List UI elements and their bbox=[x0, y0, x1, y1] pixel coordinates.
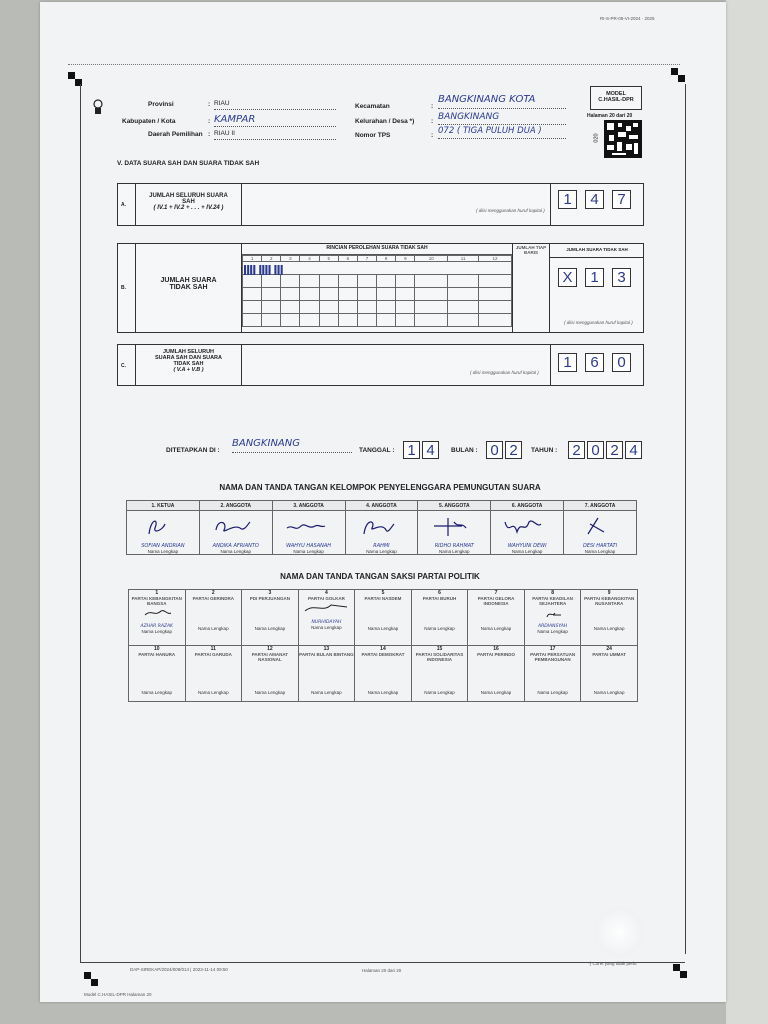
kecamatan-value: BANGKINANG KOTA bbox=[438, 94, 566, 109]
saksi-cell[interactable]: 11 PARTAI GARUDA Nama Lengkap bbox=[185, 646, 242, 702]
provinsi-label: Provinsi bbox=[148, 101, 174, 108]
signature-icon bbox=[346, 514, 406, 538]
bulan-digit[interactable]: 2 bbox=[505, 441, 522, 459]
kecamatan-label: Kecamatan bbox=[355, 103, 390, 110]
rincian-header: RINCIAN PEROLEHAN SUARA TIDAK SAH bbox=[242, 244, 512, 255]
row-a-digit[interactable]: 1 bbox=[558, 190, 577, 209]
saksi-party: PARTAI NASDEM bbox=[364, 596, 402, 601]
saksi-party: PARTAI SOLIDARITAS INDONESIA bbox=[415, 652, 464, 662]
signature-icon bbox=[491, 514, 551, 538]
kecamatan-field[interactable] bbox=[438, 94, 566, 109]
row-a-letter: A. bbox=[121, 202, 126, 208]
saksi-cell[interactable]: 12 PARTAI AMANAT NASIONAL Nama Lengkap bbox=[242, 646, 299, 702]
saksi-party: PARTAI DEMOKRAT bbox=[361, 652, 405, 657]
registration-mark bbox=[680, 971, 687, 978]
kpps-signature-cell[interactable] bbox=[418, 511, 491, 555]
kpps-signature-cell[interactable] bbox=[345, 511, 418, 555]
saksi-party: PARTAI AMANAT NASIONAL bbox=[251, 652, 289, 662]
registration-mark bbox=[673, 964, 680, 971]
saksi-cell[interactable]: 7 PARTAI GELORA INDONESIA Nama Lengkap bbox=[468, 590, 525, 646]
dapil-label: Daerah Pemilihan bbox=[148, 131, 203, 138]
kpps-table bbox=[126, 500, 637, 555]
kpps-signature-cell[interactable] bbox=[272, 511, 345, 555]
kpps-member-name: RIDHO RAHMAT bbox=[434, 543, 474, 549]
signature-icon bbox=[127, 514, 187, 538]
registration-mark bbox=[91, 979, 98, 986]
row-a-digit[interactable]: 4 bbox=[585, 190, 604, 209]
tanggal-label: TANGGAL : bbox=[359, 447, 395, 454]
qr-code-icon bbox=[604, 120, 642, 158]
footer-bottom: Model C.HASIL-DPR Halaman 20 bbox=[84, 992, 152, 997]
saksi-party: PARTAI BULAN BINTANG bbox=[299, 652, 354, 657]
kpps-name-caption: Nama Lengkap bbox=[147, 549, 179, 554]
row-a-label: JUMLAH SELURUH SUARA SAH bbox=[149, 193, 228, 205]
tps-label: Nomor TPS bbox=[355, 132, 391, 139]
tahun-digit[interactable]: 0 bbox=[587, 441, 604, 459]
kpps-member-name: WAHYU HASANAH bbox=[286, 543, 332, 549]
saksi-cell[interactable]: 10 PARTAI HANURA Nama Lengkap bbox=[129, 646, 186, 702]
tahun-digit[interactable]: 4 bbox=[625, 441, 642, 459]
kpps-member-name: ANDIKA AFRIANTO bbox=[212, 543, 259, 549]
saksi-title: NAMA DAN TANDA TANGAN SAKSI PARTAI POLITIK bbox=[280, 572, 480, 581]
saksi-name: NURHIDAYAH bbox=[311, 620, 342, 625]
signature-icon bbox=[200, 514, 260, 538]
saksi-name: AZHAR RAZAK bbox=[140, 624, 174, 629]
saksi-table bbox=[128, 589, 638, 702]
saksi-party: PARTAI PERINDO bbox=[477, 652, 515, 657]
tanggal-digit[interactable]: 1 bbox=[403, 441, 420, 459]
section-title: V. DATA SUARA SAH DAN SUARA TIDAK SAH bbox=[117, 160, 260, 167]
kpps-signature-cell[interactable] bbox=[199, 511, 272, 555]
form-sheet: RI-S-PR-05-VI-2024 · 2025 Provinsi : RIAU Kabupaten / Kota : KAMPAR Daerah Pemilihan : RIAU II Kecamatan : BANGKINANG KOTA Kelurahan / Desa *) : BANGKINANG Nomor TPS : 072 ( TIGA PULUH DUA ) MODEL C.HASIL-DPR Halaman 20 dari 20 020 V. DATA SUARA SAH DAN SUARA TIDAK SAH A. JUMLAH SELURUH SUARA SAH ( IV.1 + IV.2 + . . . + IV.24 ) ( diisi menggunakan huruf kapital ) 1 4 7 B. JUMLAH SUARA TIDAK SAH RINCIAN PEROLEHAN SUARA TIDAK SAH 1 2 3 4 5 6 7 8 9 10 11 12 ǀǀǀǀ ǀǀǀǀ ǀǀǀ JUMLAH TIAP BARIS JUMLAH SUARA TIDAK SAH X 1 3 ( diisi menggunakan huruf kapital ) C. JUMLAH SELURUH SUARA SAH DAN SUARA TIDAK SAH ( V.A + V.B ) ( diisi menggunakan huruf kapital ) 1 6 0 DITETAPKAN DI : BANGKINANG TANGGAL : 1 4 BULAN : 0 2 TAHUN : 2 0 2 4 NAMA DAN TANDA TANGAN KELOMPOK PENYELENGGARA PEMUNGUTAN SUARA 1. KETUA 2. ANGGOTA 3. ANGGOTA 4. ANGGOTA 5. ANGGOTA 6. ANGGOTA 7. ANGGOTA SOFIAN ANDRIAN Nama Lengkap ANDIKA AFRIANTO Nama Lengkap WAHYU HASANAH Nama Lengkap RAHMI Nama Lengkap RIDHO RAHMAT Nama Lengkap WAHYUNI DEWI Nama Lengkap DESI HARTATI Nama Lengkap NAMA DAN TANDA TANGAN SAKSI PARTAI POLITIK 1 PARTAI KEBANGKITAN BANGSA AZHAR RAZAK Nama Lengkap 2 PARTAI GERINDRA Nama Lengkap 3 PDI PERJUANGAN Nama Lengkap 4 PARTAI GOLKAR NURHIDAYAH Nama Lengkap 5 PARTAI NASDEM Nama Lengkap 6 PARTAI BURUH Nama Lengkap 7 PARTAI GELORA INDONESIA Nama Lengkap 8 PARTAI KEADILAN SEJAHTERA ARDIANSYAH Nama Lengkap 9 PARTAI KEBANGKITAN NUSANTARA Nama Lengkap 10 PARTAI HANURA Nama Lengkap 11 PARTAI GARUDA Nama Lengkap 12 PARTAI AMANAT NASIONAL Nama Lengkap 13 PARTAI BULAN BINTANG Nama Lengkap 14 PARTAI DEMOKRAT Nama Lengkap 15 PARTAI SOLIDARITAS INDONESIA Nama Lengkap 16 PARTAI PERINDO Nama Lengkap 17 PARTAI PERSATUAN PEMBANGUNAN Nama Lengkap 24 PARTAI UMMAT Nama Lengkap DAP-SIREKAP/2024/008/014 | 2023-11-14 09:50 Halaman 20 dari 20 *) Coret yang tidak perlu Model C.HASIL-DPR Halaman 20 bbox=[40, 2, 726, 1002]
ditetapkan-field[interactable] bbox=[232, 438, 352, 453]
signature-icon bbox=[418, 514, 478, 538]
saksi-party: PARTAI PERSATUAN PEMBANGUNAN bbox=[530, 652, 576, 662]
row-c-formula: ( V.A + V.B ) bbox=[173, 367, 204, 373]
model-box bbox=[590, 86, 642, 110]
registration-mark bbox=[678, 75, 685, 82]
ditetapkan-place: BANGKINANG bbox=[232, 438, 352, 453]
provinsi-value: RIAU bbox=[214, 100, 336, 110]
saksi-cell[interactable]: 1 PARTAI KEBANGKITAN BANGSA AZHAR RAZAK Nama Lengkap bbox=[129, 590, 186, 646]
kabupaten-label: Kabupaten / Kota bbox=[122, 118, 176, 125]
qr-number: 020 bbox=[593, 133, 600, 143]
saksi-cell[interactable]: 16 PARTAI PERINDO Nama Lengkap bbox=[468, 646, 525, 702]
kelurahan-value: BANGKINANG bbox=[438, 112, 566, 125]
registration-mark bbox=[671, 68, 678, 75]
kpps-role: 4. ANGGOTA bbox=[345, 501, 418, 511]
right-frame-line bbox=[685, 84, 686, 954]
signature-icon bbox=[301, 601, 351, 615]
saksi-party: PDI PERJUANGAN bbox=[249, 596, 290, 601]
saksi-name: ARDIANSYAH bbox=[538, 624, 568, 629]
kpps-name-caption: Nama Lengkap bbox=[511, 549, 543, 554]
kpps-signature-cell[interactable] bbox=[491, 511, 564, 555]
tahun-digit[interactable]: 2 bbox=[606, 441, 623, 459]
kabupaten-field[interactable] bbox=[214, 114, 336, 127]
saksi-cell[interactable]: 5 PARTAI NASDEM Nama Lengkap bbox=[355, 590, 412, 646]
saksi-cell[interactable]: 24 PARTAI UMMAT Nama Lengkap bbox=[581, 646, 638, 702]
saksi-party: PARTAI GERINDRA bbox=[192, 596, 234, 601]
kabupaten-value: KAMPAR bbox=[214, 114, 336, 127]
saksi-cell[interactable]: 2 PARTAI GERINDRA Nama Lengkap bbox=[185, 590, 242, 646]
saksi-party: PARTAI UMMAT bbox=[592, 652, 627, 657]
saksi-party: PARTAI KEBANGKITAN NUSANTARA bbox=[584, 596, 635, 606]
saksi-party: PARTAI KEBANGKITAN BANGSA bbox=[131, 596, 182, 606]
dapil-field[interactable] bbox=[214, 130, 336, 140]
saksi-cell[interactable]: 4 PARTAI GOLKAR NURHIDAYAH Nama Lengkap bbox=[298, 590, 355, 646]
registration-mark bbox=[68, 72, 75, 79]
tahun-label: TAHUN : bbox=[531, 447, 558, 454]
kpps-member-name: RAHMI bbox=[373, 543, 390, 549]
tps-field[interactable] bbox=[438, 126, 566, 139]
row-c-digit[interactable]: 0 bbox=[612, 353, 631, 372]
top-dotted-line bbox=[68, 64, 680, 65]
top-right-code: RI-S-PR-05-VI-2024 · 2025 bbox=[600, 16, 655, 21]
tahun-digit[interactable]: 2 bbox=[568, 441, 585, 459]
saksi-cell[interactable]: 15 PARTAI SOLIDARITAS INDONESIA Nama Lengkap bbox=[411, 646, 468, 702]
kpps-member-name: SOFIAN ANDRIAN bbox=[141, 543, 185, 549]
ditetapkan-label: DITETAPKAN DI : bbox=[166, 447, 220, 454]
saksi-cell[interactable]: 17 PARTAI PERSATUAN PEMBANGUNAN Nama Lengkap bbox=[524, 646, 581, 702]
row-c-note: ( diisi menggunakan huruf kapital ) bbox=[470, 370, 539, 375]
saksi-cell[interactable]: 6 PARTAI BURUH Nama Lengkap bbox=[411, 590, 468, 646]
kpps-role: 2. ANGGOTA bbox=[199, 501, 272, 511]
kpps-name-caption: Nama Lengkap bbox=[439, 549, 470, 554]
kpps-signature-cell[interactable] bbox=[564, 511, 637, 555]
signature-icon bbox=[273, 514, 333, 538]
kpps-name-caption: Nama Lengkap bbox=[220, 549, 252, 554]
row-c-digit[interactable]: 6 bbox=[585, 353, 604, 372]
row-b-digit[interactable]: 3 bbox=[612, 268, 631, 287]
row-b-label: JUMLAH SUARA TIDAK SAH bbox=[160, 277, 217, 291]
saksi-party: PARTAI BURUH bbox=[422, 596, 457, 601]
tanggal-digit[interactable]: 4 bbox=[422, 441, 439, 459]
jumlah-tidak-sah-header: JUMLAH SUARA TIDAK SAH bbox=[550, 244, 644, 258]
signature-icon bbox=[533, 609, 573, 619]
tally-grid: 1 2 3 4 5 6 7 8 9 10 11 12 bbox=[242, 255, 512, 327]
saksi-cell[interactable]: 13 PARTAI BULAN BINTANG Nama Lengkap bbox=[298, 646, 355, 702]
row-b-letter: B. bbox=[121, 285, 126, 291]
row-b-note: ( diisi menggunakan huruf kapital ) bbox=[564, 320, 633, 325]
row-b-digit[interactable]: X bbox=[558, 268, 577, 287]
footer-right-note: *) Coret yang tidak perlu bbox=[588, 961, 637, 966]
row-a-digit[interactable]: 7 bbox=[612, 190, 631, 209]
row-a-note: ( diisi menggunakan huruf kapital ) bbox=[476, 208, 545, 213]
kpps-role: 1. KETUA bbox=[127, 501, 200, 511]
saksi-party: PARTAI KEADILAN SEJAHTERA bbox=[532, 596, 573, 606]
bulan-label: BULAN : bbox=[451, 447, 478, 454]
paper-stain bbox=[594, 907, 644, 957]
kpps-name-caption: Nama Lengkap bbox=[366, 549, 397, 554]
kpps-role: 3. ANGGOTA bbox=[272, 501, 345, 511]
saksi-party: PARTAI GELORA INDONESIA bbox=[477, 596, 515, 606]
dapil-value: RIAU II bbox=[214, 130, 336, 140]
tps-value: 072 ( TIGA PULUH DUA ) bbox=[438, 126, 566, 139]
saksi-cell[interactable]: 14 PARTAI DEMOKRAT Nama Lengkap bbox=[355, 646, 412, 702]
page-indicator: Halaman 20 dari 20 bbox=[587, 113, 633, 119]
row-c-letter: C. bbox=[121, 363, 126, 369]
left-frame-line bbox=[80, 84, 81, 962]
saksi-party: PARTAI GOLKAR bbox=[307, 596, 345, 601]
row-a-formula: ( IV.1 + IV.2 + . . . + IV.24 ) bbox=[153, 205, 224, 211]
registration-mark bbox=[84, 972, 91, 979]
kpps-title: NAMA DAN TANDA TANGAN KELOMPOK PENYELENGGARA PEMUNGUTAN SUARA bbox=[219, 483, 541, 492]
model-line1: MODEL bbox=[606, 91, 626, 97]
tally-marks: ǀǀǀǀ ǀǀǀǀ ǀǀǀ bbox=[243, 263, 283, 276]
kpps-name-caption: Nama Lengkap bbox=[293, 549, 324, 554]
jumlah-tiap-baris-header: JUMLAH TIAP BARIS bbox=[515, 245, 547, 255]
row-b-digit[interactable]: 1 bbox=[585, 268, 604, 287]
row-c-digit[interactable]: 1 bbox=[558, 353, 577, 372]
row-c-label: JUMLAH SELURUH SUARA SAH DAN SUARA TIDAK SAH bbox=[154, 349, 223, 367]
kelurahan-field[interactable] bbox=[438, 112, 566, 125]
saksi-party: PARTAI GARUDA bbox=[194, 652, 232, 657]
model-line2: C.HASIL-DPR bbox=[598, 97, 634, 103]
bulan-digit[interactable]: 0 bbox=[486, 441, 503, 459]
signature-icon bbox=[137, 607, 177, 619]
kpps-member-name: WAHYUNI DEWI bbox=[507, 543, 547, 549]
kpps-name-caption: Nama Lengkap bbox=[584, 549, 616, 554]
kpps-signature-cell[interactable] bbox=[127, 511, 200, 555]
kpps-member-name: DESI HARTATI bbox=[582, 543, 618, 549]
saksi-cell[interactable]: 3 PDI PERJUANGAN Nama Lengkap bbox=[242, 590, 299, 646]
kpps-role: 6. ANGGOTA bbox=[491, 501, 564, 511]
kpps-role: 7. ANGGOTA bbox=[564, 501, 637, 511]
saksi-cell[interactable]: 8 PARTAI KEADILAN SEJAHTERA ARDIANSYAH Nama Lengkap bbox=[524, 590, 581, 646]
footer-left-code: DAP-SIREKAP/2024/008/014 | 2023-11-14 09:50 bbox=[130, 967, 228, 972]
background-surface bbox=[726, 0, 768, 1024]
provinsi-field[interactable] bbox=[214, 100, 336, 110]
saksi-party: PARTAI HANURA bbox=[138, 652, 176, 657]
kpu-logo-icon bbox=[92, 99, 104, 115]
footer-center: Halaman 20 dari 20 bbox=[362, 968, 402, 973]
signature-icon bbox=[564, 514, 624, 538]
kelurahan-label: Kelurahan / Desa *) bbox=[355, 118, 415, 125]
kpps-role: 5. ANGGOTA bbox=[418, 501, 491, 511]
saksi-cell[interactable]: 9 PARTAI KEBANGKITAN NUSANTARA Nama Lengkap bbox=[581, 590, 638, 646]
